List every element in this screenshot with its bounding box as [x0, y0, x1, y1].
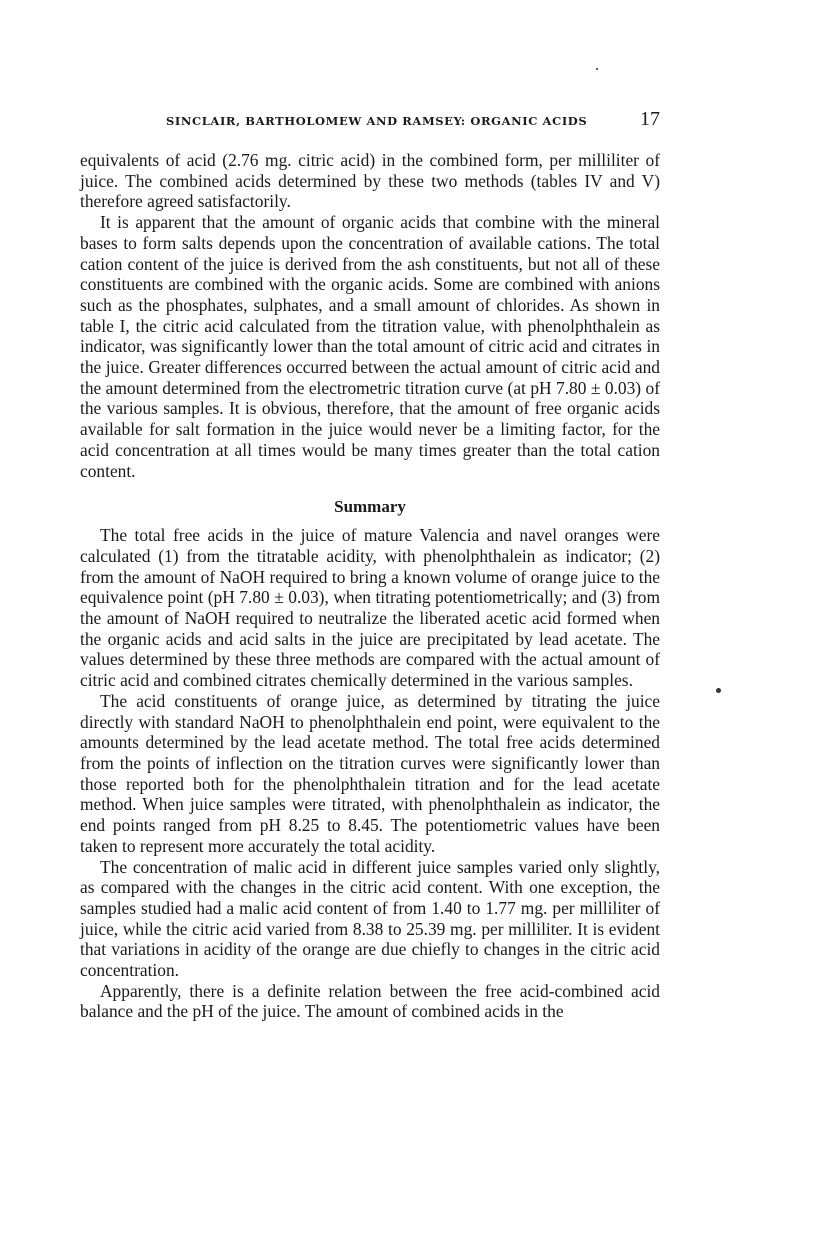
document-page: [80, 108, 660, 1022]
summary-paragraph-acid-constituents: The acid constituents of orange juice, as determined by titrating the juice directly with standard NaOH to phenolphthalein end point, were equivalent to the amounts determined by the lead acetate method. The total free acids determined from the points of inflection on the titration curves were significantly lower than those reported both for the phenolphthalein titration and for the lead acetate method. When juice samples were titrated, with phenolphthalein as indicator, the end points ranged from pH 8.25 to 8.45. The potentiometric values have been taken to represent more accurately the total acidity.: [80, 690, 660, 856]
summary-paragraph-malic-acid: The concentration of malic acid in different juice samples varied only slightly, as compared with the changes in the citric acid content. With one exception, the samples studied had a malic acid content of from 1.40 to 1.77 mg. per milliliter of juice, while the citric acid varied from 8.38 to 25.39 mg. per milliliter. It is evident that variations in acidity of the orange are due chiefly to changes in the citric acid concentration.: [80, 856, 660, 981]
running-header: [80, 108, 660, 136]
summary-paragraph-methods: The total free acids in the juice of mature Valencia and navel oranges were calculated (1) from the titratable acidity, with phenolphthalein as indicator; (2) from the amount of NaOH required to bring a known volume of orange juice to the equivalence point (pH 7.80 ± 0.03), when titrating potentiometrically; and (3) from the amount of NaOH required to neutralize the liberated acetic acid formed when the organic acids and acid salts in the juice are precipitated by lead acetate. The values determined by these three methods are compared with the actual amount of citric acid and combined citrates chemically determined in the various samples.: [80, 525, 660, 691]
page-number: 17: [640, 108, 660, 130]
summary-paragraph-balance: Apparently, there is a definite relation between the free acid-combined acid balance and the pH of the juice. The amount of combined acids in the: [80, 980, 660, 1022]
summary-heading: Summary: [334, 497, 406, 517]
scan-speck: [596, 68, 598, 70]
running-title: SINCLAIR, BARTHOLOMEW AND RAMSEY: ORGANIC ACIDS: [166, 114, 588, 128]
scan-speck: [716, 688, 721, 693]
paragraph-continuation: equivalents of acid (2.76 mg. citric acid) in the combined form, per milliliter of juice. The combined acids determined by these two methods (tables IV and V) therefore agreed satisfactorily.: [80, 150, 660, 212]
paragraph-cations: It is apparent that the amount of organic acids that combine with the mineral bases to form salts depends upon the concentration of available cations. The total cation content of the juice is derived from the ash constituents, but not all of these constituents are combined with the organic acids. Some are combined with anions such as the phosphates, sulphates, and a small amount of chlorides. As shown in table I, the citric acid calculated from the titration value, with phenolphthalein as indicator, was significantly lower than the total amount of citric acid and citrates in the juice. Greater differences occurred between the actual amount of citric acid and the amount determined from the electrometric titration curve (at pH 7.80 ± 0.03) of the various samples. It is obvious, therefore, that the amount of free organic acids available for salt formation in the juice would never be a limiting factor, for the acid concentration at all times would be many times greater than the total cation content.: [80, 212, 660, 481]
